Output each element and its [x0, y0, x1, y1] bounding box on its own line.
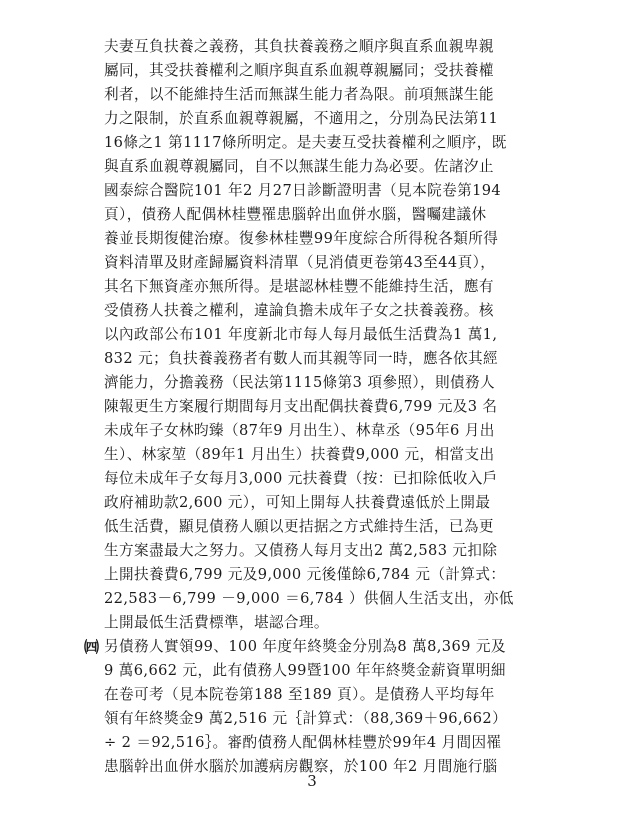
text-line: 濟能力，分擔義務（民法第1115條第3 項參照），則債務人	[104, 374, 496, 391]
text-line: 力之限制，於直系血親尊親屬，不適用之，分別為民法第11	[104, 110, 499, 127]
item-four-line: 9 萬6,662 元，此有債務人99暨100 年年終獎金薪資單明細	[104, 662, 506, 679]
text-line: 生方案盡最大之努力。又債務人每月支出2 萬2,583 元扣除	[104, 542, 498, 559]
text-line: 政府補助款2,600 元），可知上開每人扶養費遠低於上開最	[104, 494, 491, 511]
text-line: 夫妻互負扶養之義務，其負扶養義務之順序與直系血親卑親	[104, 38, 494, 55]
text-line: 22,583－6,799 －9,000 ＝6,784 ）供個人生活支出，亦低	[104, 590, 514, 607]
text-line: 低生活費，顯見債務人願以更拮据之方式維持生活，已為更	[104, 518, 494, 535]
item-four-line: ÷ 2 ＝92,516｝。審酌債務人配偶林桂豐於99年4 月間因罹	[104, 734, 502, 751]
text-line: 上開扶養費6,799 元及9,000 元後僅餘6,784 元（計算式：	[104, 566, 506, 583]
text-line: 頁），債務人配偶林桂豐罹患腦幹出血併水腦，醫囑建議休	[104, 206, 487, 223]
text-line: 利者，以不能維持生活而無謀生能力者為限。前項無謀生能	[104, 86, 494, 103]
text-line: 資料清單及財產歸屬資料清單（見消債更卷第43至44頁），	[104, 254, 496, 271]
text-line: 屬同，其受扶養權利之順序與直系血親尊親屬同；受扶養權	[104, 62, 494, 79]
text-line: 以內政部公布101 年度新北市每人每月最低生活費為1 萬1,	[104, 326, 498, 343]
item-four-line: 領有年終獎金9 萬2,516 元｛計算式：（88,369＋96,662）	[104, 710, 508, 727]
text-line: 上開最低生活費標準，堪認合理。	[104, 614, 329, 631]
text-line: 受債務人扶養之權利，違論負擔未成年子女之扶養義務。核	[104, 302, 494, 319]
item-four-line: 在卷可考（見本院卷第188 至189 頁）。是債務人平均每年	[104, 686, 495, 703]
text-line: 每位未成年子女每月3,000 元扶養費（按：已扣除低收入戶	[104, 470, 498, 487]
item-four-marker: ㈣	[84, 638, 100, 656]
text-line: 與直系血親尊親屬同，自不以無謀生能力為必要。佐諸汐止	[104, 158, 494, 175]
text-line: 養並長期復健治療。復參林桂豐99年度綜合所得稅各類所得	[104, 230, 499, 247]
item-four-line: 另債務人實領99、100 年度年終獎金分別為8 萬8,369 元及	[104, 638, 506, 655]
text-line: 國泰綜合醫院101 年2 月27日診斷證明書（見本院卷第194	[104, 182, 502, 199]
page-number: 3	[307, 772, 317, 790]
text-line: 陳報更生方案履行期間每月支出配偶扶養費6,799 元及3 名	[104, 398, 498, 415]
text-line: 未成年子女林昀臻（87年9 月出生）、林韋丞（95年6 月出	[104, 422, 495, 439]
text-line: 832 元；負扶養義務者有數人而其親等同一時，應各依其經	[104, 350, 498, 367]
item-four-line: 患腦幹出血併水腦於加護病房觀察，於100 年2 月間施行腦	[104, 758, 498, 775]
text-line: 生）、林家堃（89年1 月出生）扶養費9,000 元，相當支出	[104, 446, 495, 463]
text-line: 其名下無資產亦無所得。是堪認林桂豐不能維持生活，應有	[104, 278, 494, 295]
text-line: 16條之1 第1117條所明定。是夫妻互受扶養權利之順序，既	[104, 134, 507, 151]
